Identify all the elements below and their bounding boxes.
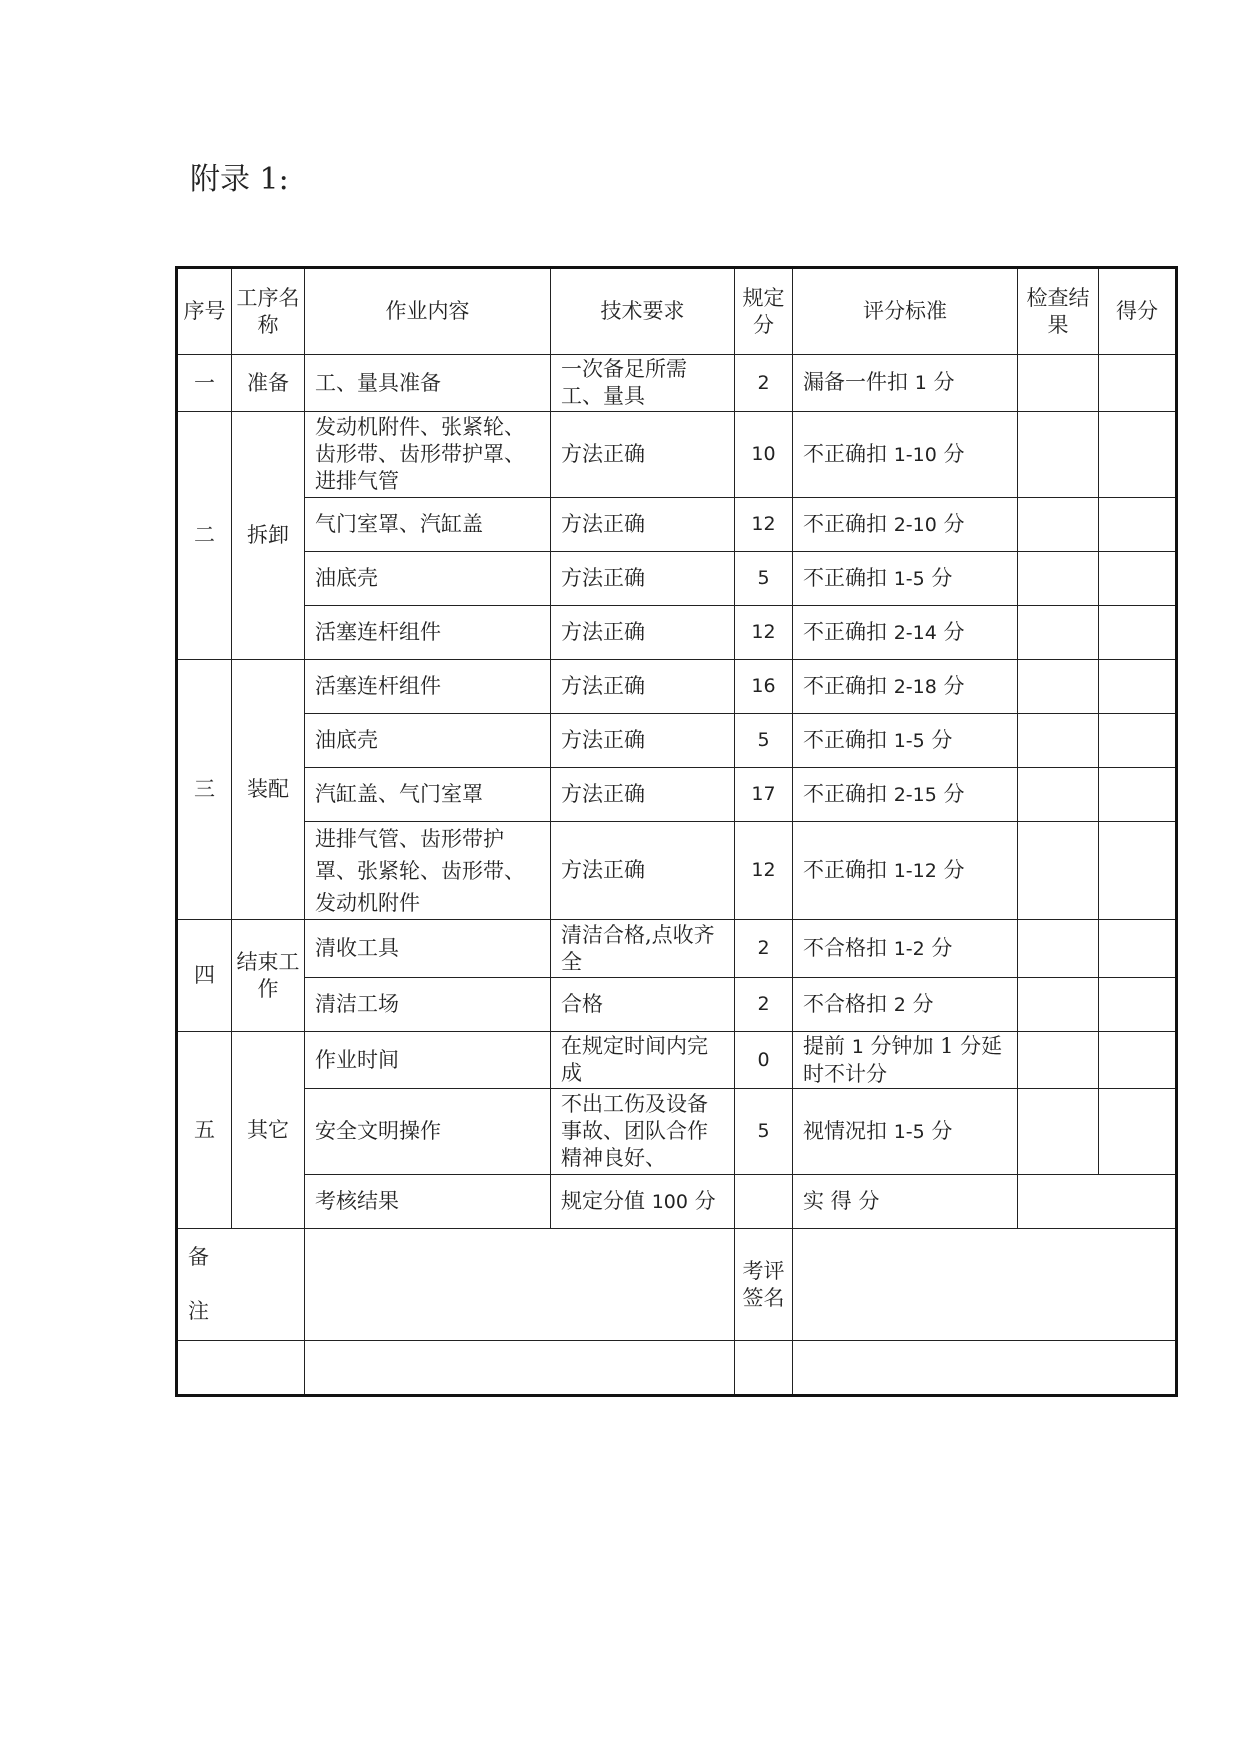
criteria — [793, 412, 1018, 498]
work-content: 气门室罩、汽缸盖 — [305, 498, 551, 552]
criteria-prefix: 视情况扣 — [803, 1118, 894, 1143]
blank-cell[interactable] — [305, 1341, 735, 1396]
points: 0 — [735, 1032, 793, 1089]
criteria-suffix: 分 — [936, 781, 965, 806]
work-content: 清收工具 — [305, 920, 551, 978]
score-cell[interactable] — [1099, 552, 1177, 606]
page-title: 附录 1: — [190, 162, 289, 197]
score-cell[interactable] — [1099, 1032, 1177, 1089]
section-seq: 五 — [177, 1032, 232, 1229]
criteria-suffix: 分 — [924, 727, 953, 752]
points: 2 — [735, 978, 793, 1032]
summary-requirement-prefix: 规定分值 — [561, 1188, 652, 1213]
blank-cell[interactable] — [793, 1341, 1177, 1396]
examiner-signature-label: 考评签名 — [735, 1229, 793, 1341]
score-cell[interactable] — [1099, 660, 1177, 714]
section-name: 准备 — [232, 355, 305, 412]
criteria-suffix: 分 — [924, 565, 953, 590]
blank-row — [177, 1341, 1177, 1396]
check-result-cell[interactable] — [1018, 606, 1099, 660]
header-check-result: 检查结果 — [1018, 268, 1099, 355]
work-content: 安全文明操作 — [305, 1089, 551, 1175]
tech-requirement: 在规定时间内完成 — [551, 1032, 735, 1089]
table-row — [177, 660, 1177, 714]
criteria — [793, 920, 1018, 978]
criteria-value: 2-10 — [893, 513, 937, 536]
criteria — [793, 1032, 1018, 1089]
score-cell[interactable] — [1099, 978, 1177, 1032]
criteria-prefix: 不正确扣 — [803, 727, 894, 752]
tech-requirement: 清洁合格,点收齐全 — [551, 920, 735, 978]
criteria-value: 1-5 — [893, 729, 925, 752]
score-cell[interactable] — [1099, 1089, 1177, 1175]
tech-requirement: 方法正确 — [551, 714, 735, 768]
header-points: 规定分 — [735, 268, 793, 355]
criteria — [793, 714, 1018, 768]
criteria-value: 1-5 — [893, 1120, 925, 1143]
summary-points-cell — [735, 1175, 793, 1229]
criteria-value: 2 — [893, 993, 906, 1016]
work-content: 油底壳 — [305, 552, 551, 606]
criteria-suffix: 分 — [936, 857, 965, 882]
points: 10 — [735, 412, 793, 498]
summary-row — [177, 1175, 1177, 1229]
criteria-prefix: 不合格扣 — [803, 935, 894, 960]
header-process-name: 工序名称 — [232, 268, 305, 355]
criteria — [793, 822, 1018, 920]
criteria-value: 1-5 — [893, 567, 925, 590]
remarks-row — [177, 1229, 1177, 1341]
blank-cell[interactable] — [177, 1341, 305, 1396]
work-content: 发动机附件、张紧轮、齿形带、齿形带护罩、进排气管 — [305, 412, 551, 498]
work-content: 清洁工场 — [305, 978, 551, 1032]
criteria — [793, 660, 1018, 714]
summary-requirement-suffix: 分 — [687, 1188, 716, 1213]
check-result-cell[interactable] — [1018, 822, 1099, 920]
criteria-value: 2-18 — [893, 675, 937, 698]
points: 12 — [735, 498, 793, 552]
check-result-cell[interactable] — [1018, 978, 1099, 1032]
tech-requirement: 方法正确 — [551, 552, 735, 606]
criteria — [793, 978, 1018, 1032]
tech-requirement: 合格 — [551, 978, 735, 1032]
remarks-label-1: 备 — [188, 1245, 209, 1269]
criteria-prefix: 提前 — [803, 1033, 852, 1058]
criteria-prefix: 不正确扣 — [803, 781, 894, 806]
tech-requirement: 方法正确 — [551, 822, 735, 920]
criteria-prefix: 不正确扣 — [803, 619, 894, 644]
points: 2 — [735, 355, 793, 412]
table-row — [177, 1089, 1177, 1175]
score-cell[interactable] — [1099, 822, 1177, 920]
score-cell[interactable] — [1099, 714, 1177, 768]
work-content: 汽缸盖、气门室罩 — [305, 768, 551, 822]
criteria-suffix: 分 — [936, 673, 965, 698]
header-tech-requirement: 技术要求 — [551, 268, 735, 355]
criteria — [793, 1089, 1018, 1175]
score-cell[interactable] — [1099, 498, 1177, 552]
summary-requirement-value: 100 — [651, 1190, 688, 1213]
actual-score-cell[interactable] — [1018, 1175, 1177, 1229]
table-row — [177, 552, 1177, 606]
points: 5 — [735, 552, 793, 606]
header-seq: 序号 — [177, 268, 232, 355]
criteria-value: 1 — [851, 1035, 864, 1058]
blank-cell[interactable] — [735, 1341, 793, 1396]
criteria — [793, 768, 1018, 822]
remarks-cell[interactable] — [305, 1229, 735, 1341]
header-criteria: 评分标准 — [793, 268, 1018, 355]
section-seq: 三 — [177, 660, 232, 920]
section-name: 结束工作 — [232, 920, 305, 1032]
criteria — [793, 552, 1018, 606]
points: 2 — [735, 920, 793, 978]
tech-requirement: 方法正确 — [551, 768, 735, 822]
work-content: 活塞连杆组件 — [305, 606, 551, 660]
header-score: 得分 — [1099, 268, 1177, 355]
work-content: 作业时间 — [305, 1032, 551, 1089]
criteria — [793, 498, 1018, 552]
table-row — [177, 355, 1177, 412]
criteria-value: 2-15 — [893, 783, 937, 806]
criteria-prefix: 不正确扣 — [803, 441, 894, 466]
criteria — [793, 355, 1018, 412]
summary-requirement — [551, 1175, 735, 1229]
points: 17 — [735, 768, 793, 822]
work-content: 进排气管、齿形带护罩、张紧轮、齿形带、发动机附件 — [305, 822, 551, 920]
table-row — [177, 1032, 1177, 1089]
criteria-value: 1-2 — [893, 937, 925, 960]
section-name: 装配 — [232, 660, 305, 920]
table-row — [177, 768, 1177, 822]
tech-requirement: 方法正确 — [551, 412, 735, 498]
table-row — [177, 412, 1177, 498]
check-result-cell[interactable] — [1018, 498, 1099, 552]
work-content: 油底壳 — [305, 714, 551, 768]
score-cell[interactable] — [1099, 920, 1177, 978]
criteria-suffix: 分 — [936, 511, 965, 536]
table-row — [177, 978, 1177, 1032]
examiner-signature-cell[interactable] — [793, 1229, 1177, 1341]
check-result-cell[interactable] — [1018, 412, 1099, 498]
criteria-suffix: 分 — [926, 370, 955, 394]
table-row — [177, 606, 1177, 660]
points: 12 — [735, 822, 793, 920]
tech-requirement: 方法正确 — [551, 498, 735, 552]
tech-requirement: 不出工伤及设备事故、团队合作精神良好、 — [551, 1089, 735, 1175]
check-result-cell[interactable] — [1018, 552, 1099, 606]
criteria-prefix: 漏备一件扣 — [803, 370, 915, 394]
criteria-suffix: 分 — [924, 935, 953, 960]
check-result-cell[interactable] — [1018, 1032, 1099, 1089]
criteria — [793, 606, 1018, 660]
criteria-prefix: 不正确扣 — [803, 511, 894, 536]
score-cell[interactable] — [1099, 355, 1177, 412]
work-content: 工、量具准备 — [305, 355, 551, 412]
score-cell[interactable] — [1099, 412, 1177, 498]
check-result-cell[interactable] — [1018, 660, 1099, 714]
table-row — [177, 920, 1177, 978]
section-seq: 四 — [177, 920, 232, 1032]
score-table — [175, 266, 1178, 1397]
criteria-value: 1-12 — [893, 859, 937, 882]
criteria-prefix: 不合格扣 — [803, 991, 894, 1016]
criteria-suffix: 分钟加 1 分延时不计分 — [803, 1033, 1003, 1086]
remarks-label-2: 注 — [188, 1299, 209, 1323]
criteria-suffix: 分 — [924, 1118, 953, 1143]
summary-label: 考核结果 — [305, 1175, 551, 1229]
criteria-value: 1-10 — [893, 443, 937, 466]
table-row — [177, 498, 1177, 552]
points: 5 — [735, 714, 793, 768]
remarks-label — [177, 1229, 305, 1341]
points: 12 — [735, 606, 793, 660]
header-row — [177, 268, 1177, 355]
criteria-suffix: 分 — [936, 619, 965, 644]
table-row — [177, 714, 1177, 768]
criteria-suffix: 分 — [905, 991, 934, 1016]
tech-requirement: 方法正确 — [551, 660, 735, 714]
check-result-cell[interactable] — [1018, 1089, 1099, 1175]
criteria-value: 2-14 — [893, 621, 937, 644]
points: 5 — [735, 1089, 793, 1175]
section-seq: 一 — [177, 355, 232, 412]
points: 16 — [735, 660, 793, 714]
table-row — [177, 822, 1177, 920]
criteria-prefix: 不正确扣 — [803, 673, 894, 698]
check-result-cell[interactable] — [1018, 768, 1099, 822]
section-seq: 二 — [177, 412, 232, 660]
check-result-cell[interactable] — [1018, 355, 1099, 412]
check-result-cell[interactable] — [1018, 714, 1099, 768]
score-cell[interactable] — [1099, 768, 1177, 822]
work-content: 活塞连杆组件 — [305, 660, 551, 714]
header-work-content: 作业内容 — [305, 268, 551, 355]
actual-score-label: 实 得 分 — [793, 1175, 1018, 1229]
criteria-suffix: 分 — [936, 441, 965, 466]
criteria-prefix: 不正确扣 — [803, 565, 894, 590]
check-result-cell[interactable] — [1018, 920, 1099, 978]
criteria-prefix: 不正确扣 — [803, 857, 894, 882]
tech-requirement: 方法正确 — [551, 606, 735, 660]
tech-requirement: 一次备足所需工、量具 — [551, 355, 735, 412]
section-name: 拆卸 — [232, 412, 305, 660]
score-cell[interactable] — [1099, 606, 1177, 660]
criteria-value: 1 — [914, 372, 927, 394]
section-name: 其它 — [232, 1032, 305, 1229]
